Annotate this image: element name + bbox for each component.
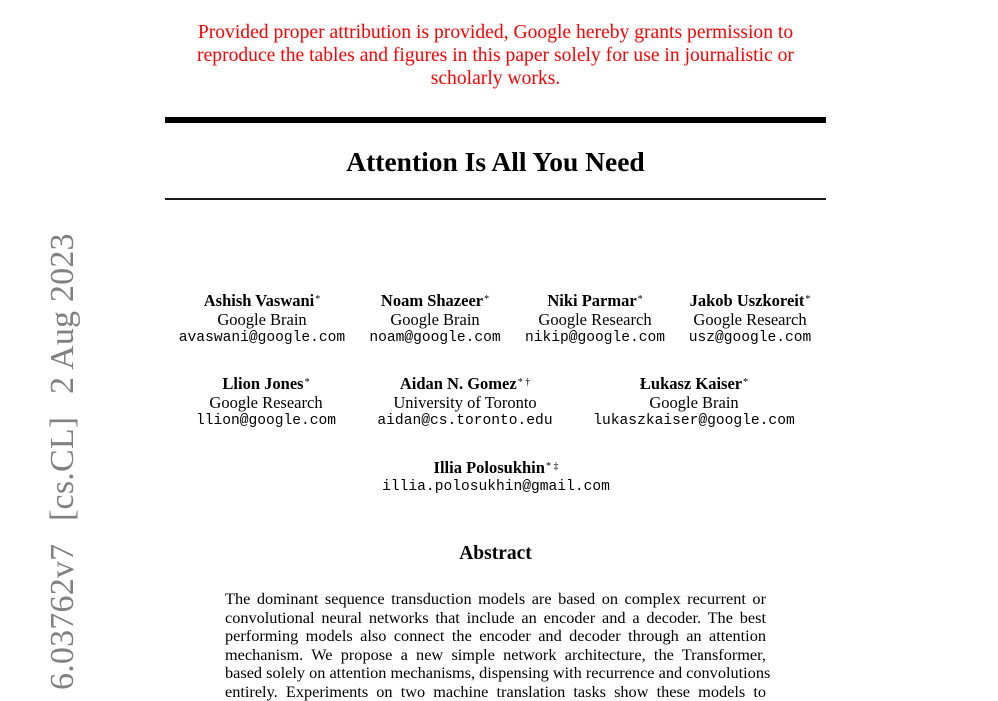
paper-title: Attention Is All You Need xyxy=(165,145,826,179)
author-email: aidan@cs.toronto.edu xyxy=(377,412,552,431)
author-name: Jakob Uszkoreit* xyxy=(689,292,812,311)
author-email: nikip@google.com xyxy=(525,329,665,348)
author-footnote-mark: * xyxy=(315,294,320,305)
abstract-line: mechanism. We propose a new simple network architecture, the Transformer, xyxy=(225,646,766,665)
author-block xyxy=(196,375,336,431)
author-block xyxy=(689,292,812,348)
author-footnote-mark: * xyxy=(305,377,310,388)
author-name: Ashish Vaswani* xyxy=(179,292,345,311)
author-block xyxy=(593,375,794,431)
author-email: noam@google.com xyxy=(369,329,500,348)
author-block xyxy=(179,292,345,348)
author-block xyxy=(525,292,665,348)
author-affiliation: Google Research xyxy=(525,311,665,330)
title-bottom-rule xyxy=(165,198,826,200)
author-email: usz@google.com xyxy=(689,329,812,348)
abstract-line: entirely. Experiments on two machine translation tasks show these models to xyxy=(225,683,766,701)
author-footnote-mark: * xyxy=(805,294,810,305)
author-affiliation: Google Brain xyxy=(369,311,500,330)
author-affiliation: Google Research xyxy=(196,394,336,413)
arxiv-side-stamp xyxy=(43,219,83,690)
author-name: Łukasz Kaiser* xyxy=(593,375,794,394)
author-email: llion@google.com xyxy=(196,412,336,431)
author-footnote-mark: * † xyxy=(518,377,531,388)
author-affiliation: University of Toronto xyxy=(377,394,552,413)
author-name: Niki Parmar* xyxy=(525,292,665,311)
author-affiliation: Google Research xyxy=(689,311,812,330)
abstract-line: based solely on attention mechanisms, dispensing with recurrence and convolutions xyxy=(225,664,766,683)
author-footnote-mark: * xyxy=(743,377,748,388)
abstract-line: performing models also connect the encoder and decoder through an attention xyxy=(225,627,766,646)
author-footnote-mark: * xyxy=(638,294,643,305)
author-email: illia.polosukhin@gmail.com xyxy=(382,478,610,497)
abstract-heading: Abstract xyxy=(165,542,826,566)
author-block xyxy=(369,292,500,348)
title-top-rule xyxy=(165,117,826,123)
arxiv-id: 6.03762v7 xyxy=(44,544,81,690)
author-name: Aidan N. Gomez* † xyxy=(377,375,552,394)
author-block xyxy=(382,459,610,496)
author-name: Noam Shazeer* xyxy=(369,292,500,311)
author-footnote-mark: * ‡ xyxy=(546,461,559,472)
author-name: Llion Jones* xyxy=(196,375,336,394)
author-block xyxy=(377,375,552,431)
author-affiliation: Google Brain xyxy=(593,394,794,413)
author-email: lukaszkaiser@google.com xyxy=(593,412,794,431)
author-email: avaswani@google.com xyxy=(179,329,345,348)
author-footnote-mark: * xyxy=(484,294,489,305)
abstract-line: The dominant sequence transduction models are based on complex recurrent or xyxy=(225,590,766,609)
author-name: Illia Polosukhin* ‡ xyxy=(382,459,610,478)
arxiv-category: [cs.CL] xyxy=(44,417,81,521)
abstract-body xyxy=(225,590,766,701)
permission-notice: Provided proper attribution is provided, Google hereby grants permission to reproduce the tables and figures in this paper solely for use in journalistic or scholarly works. xyxy=(165,21,826,90)
arxiv-date: 2 Aug 2023 xyxy=(44,233,81,394)
author-affiliation: Google Brain xyxy=(179,311,345,330)
abstract-line: convolutional neural networks that include an encoder and a decoder. The best xyxy=(225,609,766,628)
